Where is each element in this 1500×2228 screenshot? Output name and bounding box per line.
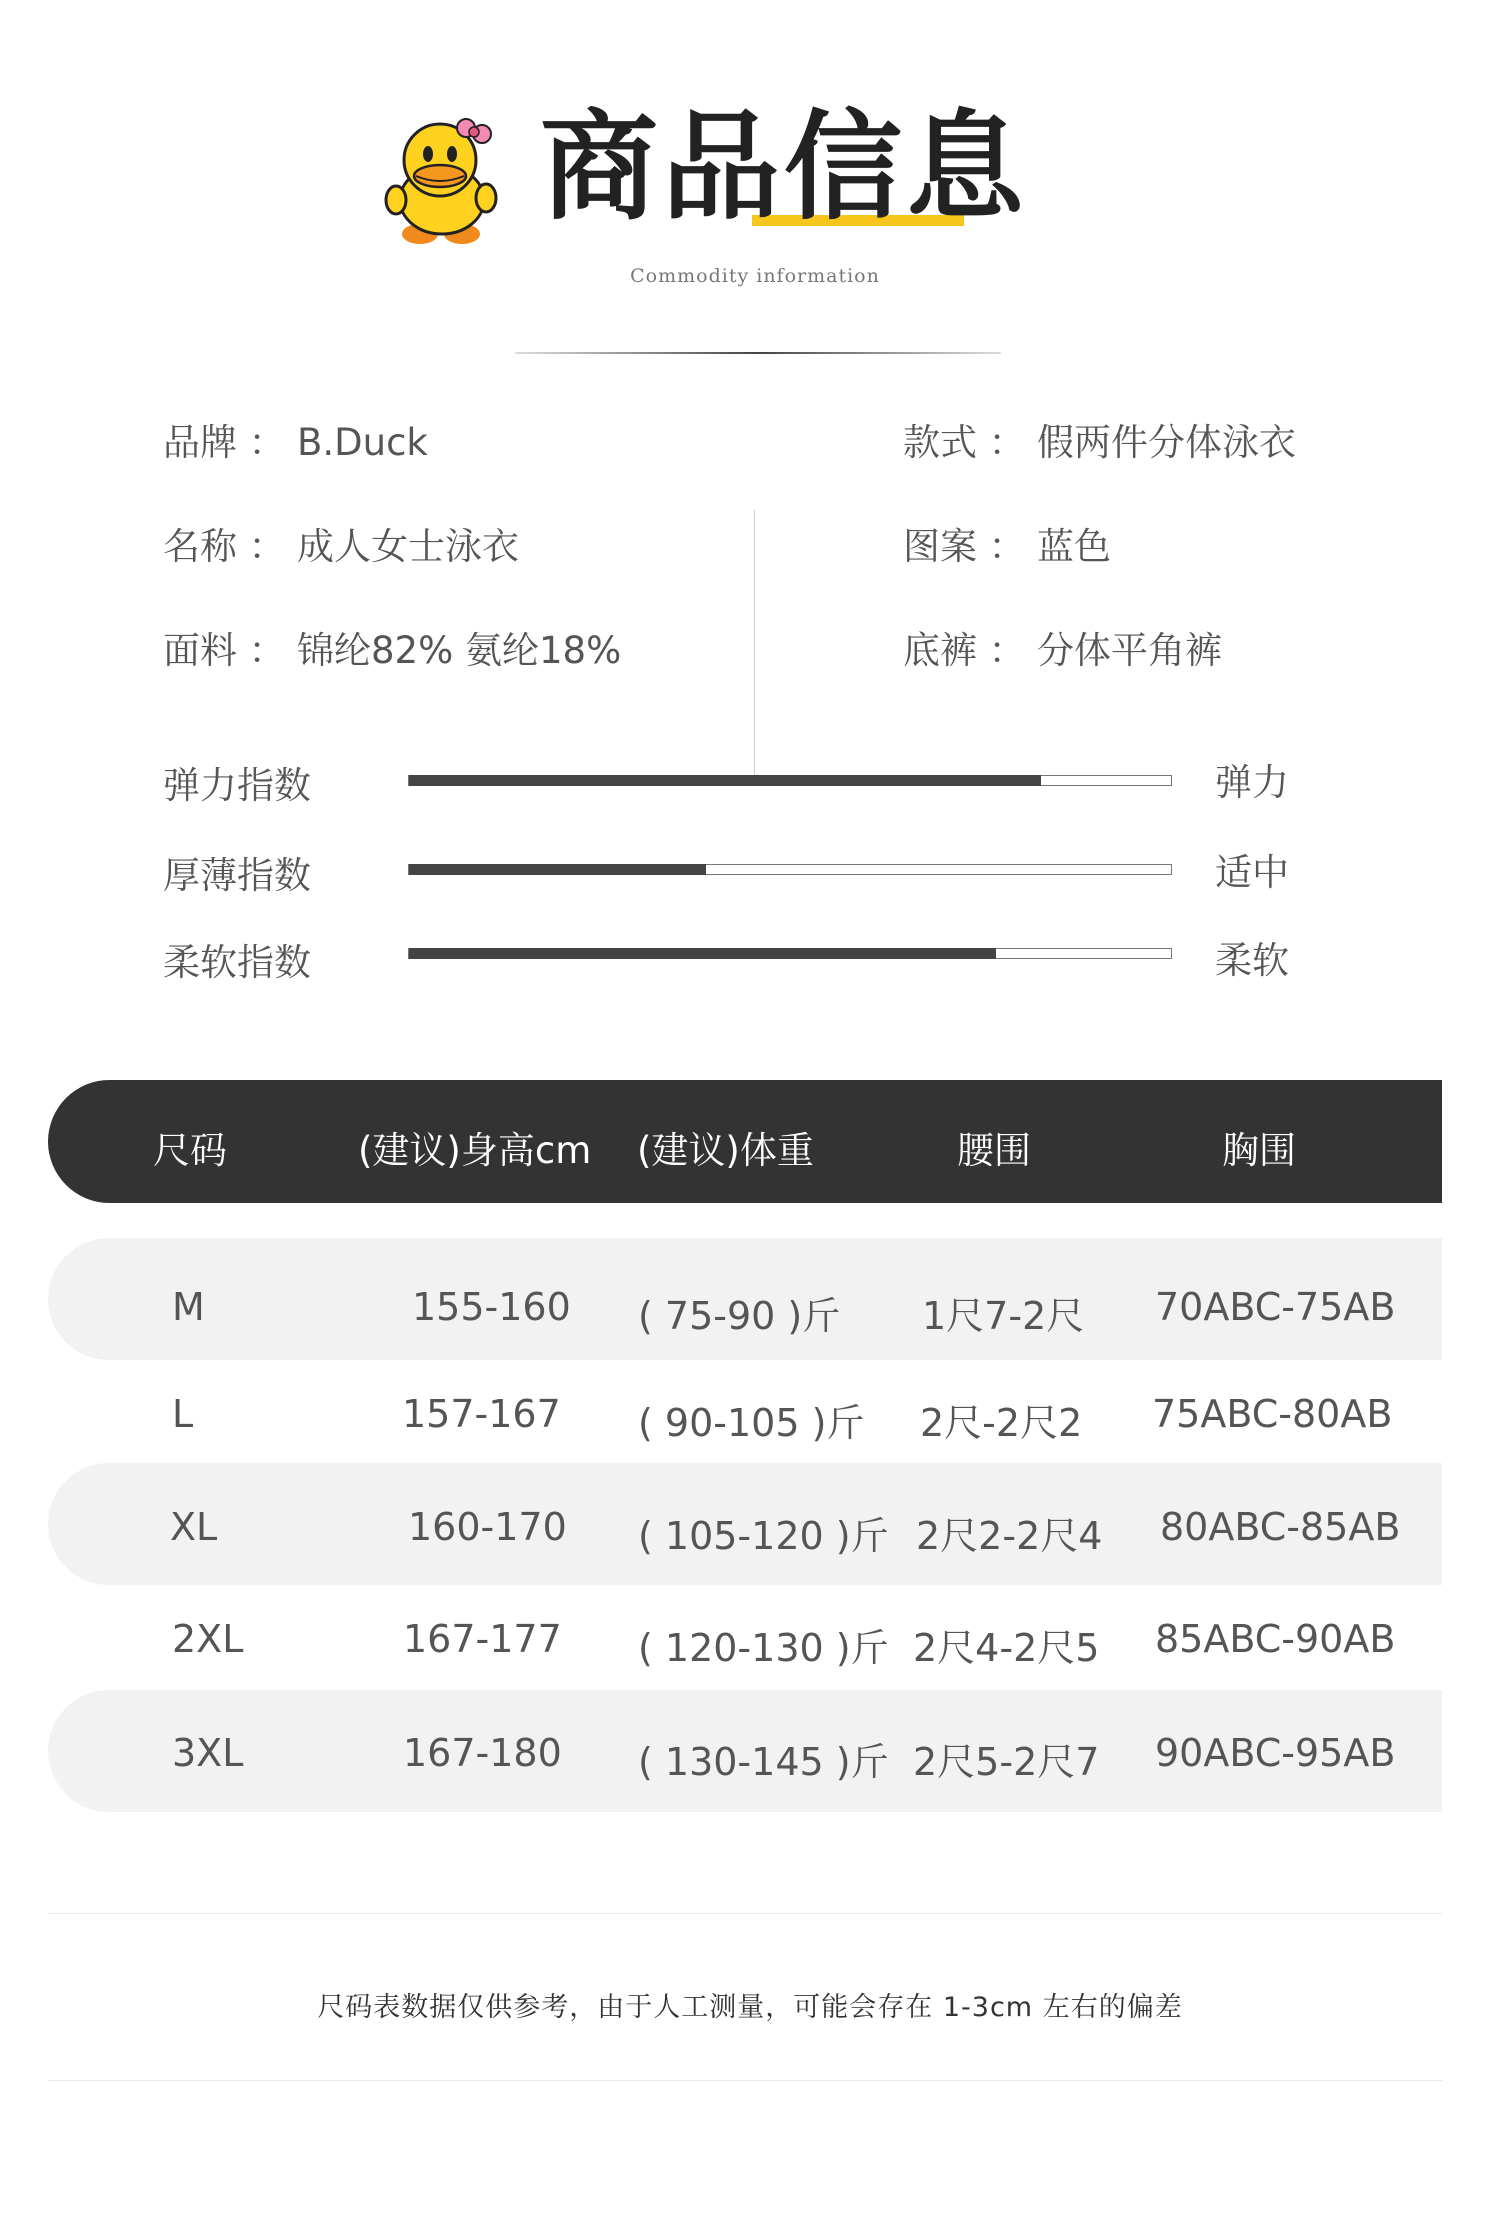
info-value: 分体平角裤 <box>1037 629 1222 672</box>
size-disclaimer: 尺码表数据仅供参考，由于人工测量，可能会存在 1-3cm 左右的偏差 <box>317 1992 1183 2023</box>
page-subtitle: Commodity information <box>630 265 880 287</box>
elasticity-bar <box>408 775 1172 786</box>
cell-bust: 70ABC-75AB <box>1155 1285 1396 1329</box>
header-waist: 腰围 <box>957 1129 1031 1172</box>
cell-waist: 2尺4-2尺5 <box>913 1626 1100 1670</box>
elasticity-bar-fill <box>409 775 1041 786</box>
cell-bust: 85ABC-90AB <box>1155 1617 1396 1661</box>
info-value: 蓝色 <box>1037 525 1111 568</box>
title-divider <box>515 352 1001 354</box>
cell-weight: ( 75-90 )斤 <box>638 1294 841 1338</box>
info-fabric <box>163 620 621 674</box>
thickness-label: 厚薄指数 <box>163 854 311 897</box>
cell-height: 167-177 <box>403 1617 562 1661</box>
cell-weight: ( 105-120 )斤 <box>638 1514 889 1558</box>
cell-size: 3XL <box>172 1731 244 1775</box>
thickness-bar-fill <box>409 864 706 875</box>
softness-bar-fill <box>409 948 996 959</box>
info-separator: ： <box>988 629 1026 672</box>
info-label: 名称 <box>163 525 237 568</box>
b-duck-mascot-icon <box>382 112 502 247</box>
info-value: 假两件分体泳衣 <box>1037 421 1296 464</box>
elasticity-label: 弹力指数 <box>163 764 311 807</box>
info-value: B.Duck <box>297 421 428 464</box>
cell-waist: 1尺7-2尺 <box>922 1294 1085 1338</box>
info-separator: ： <box>248 421 286 464</box>
info-style <box>903 412 1296 466</box>
info-label: 面料 <box>163 629 237 672</box>
info-bottoms <box>903 620 1222 674</box>
info-value: 锦纶82% 氨纶18% <box>297 629 622 672</box>
info-value: 成人女士泳衣 <box>297 525 519 568</box>
header-weight: (建议)体重 <box>637 1129 814 1172</box>
cell-weight: ( 90-105 )斤 <box>638 1401 865 1445</box>
cell-waist: 2尺-2尺2 <box>920 1401 1083 1445</box>
cell-bust: 90ABC-95AB <box>1155 1731 1396 1775</box>
header-height: (建议)身高cm <box>358 1129 592 1172</box>
cell-size: M <box>172 1285 205 1329</box>
softness-rating: 柔软 <box>1215 939 1289 982</box>
cell-height: 167-180 <box>403 1731 562 1775</box>
info-separator: ： <box>248 629 286 672</box>
info-brand <box>163 412 428 466</box>
info-separator: ： <box>988 421 1026 464</box>
footer-divider-bottom <box>48 2080 1442 2081</box>
info-separator: ： <box>248 525 286 568</box>
info-column-divider <box>754 510 755 775</box>
softness-label: 柔软指数 <box>163 941 311 984</box>
cell-size: 2XL <box>172 1617 244 1661</box>
info-label: 款式 <box>903 421 977 464</box>
cell-bust: 75ABC-80AB <box>1152 1392 1393 1436</box>
info-label: 底裤 <box>903 629 977 672</box>
cell-bust: 80ABC-85AB <box>1160 1505 1401 1549</box>
cell-height: 157-167 <box>402 1392 561 1436</box>
cell-size: XL <box>170 1505 218 1549</box>
cell-height: 160-170 <box>408 1505 567 1549</box>
header-size: 尺码 <box>153 1129 227 1172</box>
footer-divider-top <box>48 1913 1442 1914</box>
elasticity-rating: 弹力 <box>1215 761 1289 804</box>
cell-weight: ( 120-130 )斤 <box>638 1626 889 1670</box>
header-bust: 胸围 <box>1222 1129 1296 1172</box>
info-label: 品牌 <box>163 421 237 464</box>
cell-waist: 2尺2-2尺4 <box>916 1514 1103 1558</box>
info-pattern <box>903 516 1111 570</box>
cell-height: 155-160 <box>412 1285 571 1329</box>
thickness-rating: 适中 <box>1215 851 1289 894</box>
info-label: 图案 <box>903 525 977 568</box>
info-separator: ： <box>988 525 1026 568</box>
cell-waist: 2尺5-2尺7 <box>913 1740 1100 1784</box>
info-name <box>163 516 519 570</box>
cell-weight: ( 130-145 )斤 <box>638 1740 889 1784</box>
page-title: 商品信息 <box>540 98 1029 236</box>
thickness-bar <box>408 864 1172 875</box>
softness-bar <box>408 948 1172 959</box>
cell-size: L <box>172 1392 194 1436</box>
